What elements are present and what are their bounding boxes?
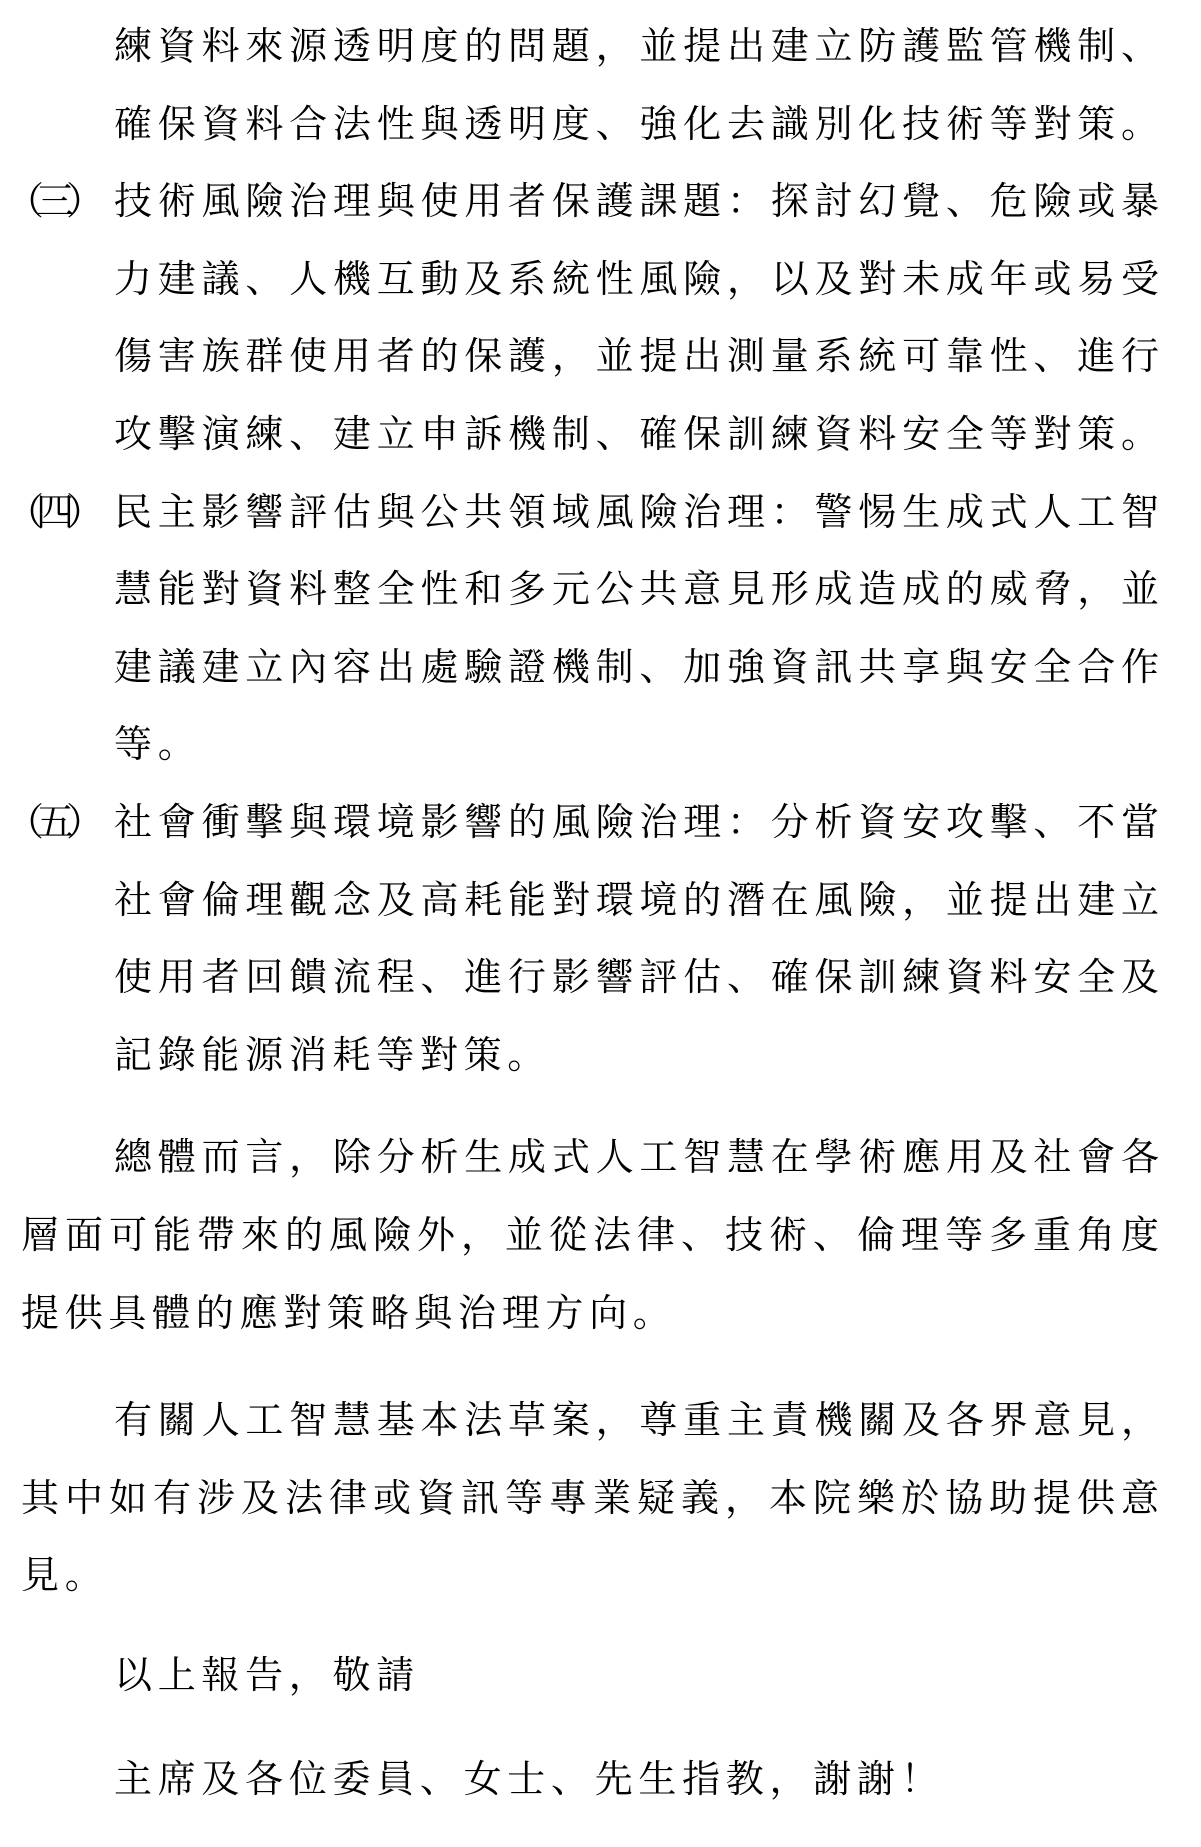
text-line: 見。 bbox=[21, 1553, 109, 1598]
text-line: 社會倫理觀念及高耗能對環境的潛在風險，並提出建立 bbox=[114, 877, 1163, 922]
closing-line-2 bbox=[0, 1741, 1201, 1819]
text-line: 以上報告，敬請 bbox=[114, 1652, 420, 1697]
text-line: 確保資料合法性與透明度、強化去識別化技術等對策。 bbox=[114, 101, 1163, 146]
list-item-4 bbox=[0, 474, 1201, 784]
list-item-5 bbox=[0, 784, 1201, 1094]
paragraph-continuation bbox=[0, 8, 1201, 163]
text-line: 建議建立內容出處驗證機制、加強資訊共享與安全合作 bbox=[114, 644, 1163, 689]
text-line: 使用者回饋流程、進行影響評估、確保訓練資料安全及 bbox=[114, 955, 1163, 1000]
text-line: 技術風險治理與使用者保護課題：探討幻覺、危險或暴 bbox=[114, 179, 1163, 224]
paragraph-summary bbox=[0, 1119, 1201, 1352]
item-label: （三） bbox=[6, 179, 97, 224]
text-line: 攻擊演練、建立申訴機制、確保訓練資料安全等對策。 bbox=[114, 411, 1163, 456]
text-line: 力建議、人機互動及系統性風險，以及對未成年或易受 bbox=[114, 256, 1163, 301]
item-label: （四） bbox=[6, 489, 97, 534]
text-line: 主席及各位委員、女士、先生指教，謝謝！ bbox=[114, 1757, 945, 1802]
text-line: 其中如有涉及法律或資訊等專業疑義，本院樂於協助提供意 bbox=[21, 1475, 1163, 1520]
text-line: 提供具體的應對策略與治理方向。 bbox=[21, 1290, 677, 1335]
paragraph-statement bbox=[0, 1382, 1201, 1615]
text-line: 傷害族群使用者的保護，並提出測量系統可靠性、進行 bbox=[114, 334, 1163, 379]
text-line: 總體而言，除分析生成式人工智慧在學術應用及社會各 bbox=[114, 1135, 1163, 1180]
text-line: 等。 bbox=[114, 722, 202, 767]
list-item-3 bbox=[0, 163, 1201, 473]
text-line: 有關人工智慧基本法草案，尊重主責機關及各界意見， bbox=[114, 1398, 1163, 1443]
text-line: 社會衝擊與環境影響的風險治理：分析資安攻擊、不當 bbox=[114, 799, 1163, 844]
text-line: 民主影響評估與公共領域風險治理：警惕生成式人工智 bbox=[114, 489, 1163, 534]
document-page bbox=[0, 8, 1201, 1819]
closing-line-1 bbox=[0, 1637, 1201, 1715]
text-line: 層面可能帶來的風險外，並從法律、技術、倫理等多重角度 bbox=[21, 1212, 1163, 1257]
text-line: 記錄能源消耗等對策。 bbox=[114, 1032, 552, 1077]
text-line: 慧能對資料整全性和多元公共意見形成造成的威脅，並 bbox=[114, 567, 1163, 612]
text-line: 練資料來源透明度的問題，並提出建立防護監管機制、 bbox=[114, 24, 1163, 68]
item-label: （五） bbox=[6, 799, 97, 844]
